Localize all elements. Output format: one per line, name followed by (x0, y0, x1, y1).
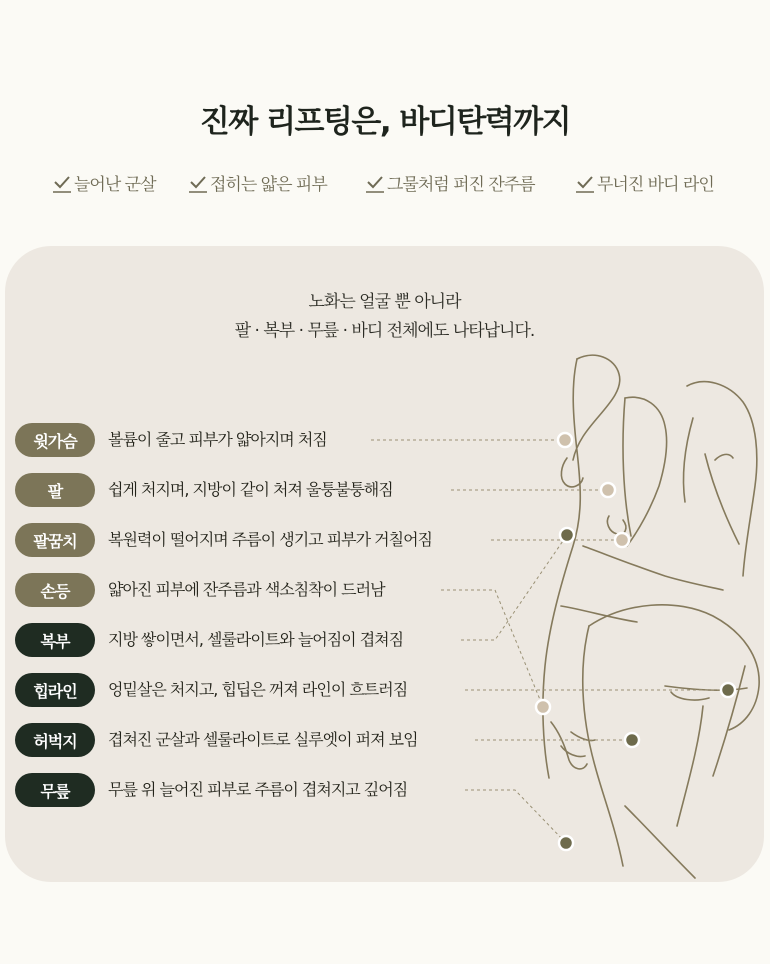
check-icon (189, 172, 207, 194)
body-area-description: 쉽게 처지며, 지방이 같이 처져 울퉁불퉁해짐 (108, 480, 393, 499)
check-item (53, 170, 156, 195)
check-item (189, 170, 327, 195)
body-area-badge: 복부 (15, 623, 95, 657)
body-area-badge: 팔꿈치 (15, 523, 95, 557)
lead-text (5, 288, 764, 346)
marker-hand (536, 700, 550, 714)
marker-elbow (615, 533, 629, 547)
body-area-description: 겹쳐진 군살과 셀룰라이트로 실루엣이 퍼져 보임 (108, 730, 418, 749)
body-area-description: 얇아진 피부에 잔주름과 색소침착이 드러남 (108, 580, 385, 599)
marker-arm (601, 483, 615, 497)
feature-check-list (0, 170, 770, 200)
lead-line: 팔 · 복부 · 무릎 · 바디 전체에도 나타납니다. (234, 321, 535, 341)
body-area-badge: 팔 (15, 473, 95, 507)
check-item (576, 170, 714, 195)
check-label: 늘어난 군살 (74, 175, 156, 195)
body-area-badge: 손등 (15, 573, 95, 607)
body-area-badge: 힙라인 (15, 673, 95, 707)
check-label: 접히는 얇은 피부 (210, 175, 327, 195)
body-area-badge: 윗가슴 (15, 423, 95, 457)
page-title: 진짜 리프팅은, 바디탄력까지 (199, 104, 571, 140)
check-item (366, 170, 535, 195)
check-icon (366, 172, 384, 194)
body-area-badge: 허벅지 (15, 723, 95, 757)
marker-thigh (625, 733, 639, 747)
check-label: 그물처럼 퍼진 잔주름 (387, 175, 535, 195)
body-area-description: 복원력이 떨어지며 주름이 생기고 피부가 거칠어짐 (108, 530, 433, 549)
marker-upper-chest (558, 433, 572, 447)
check-icon (53, 172, 71, 194)
check-label: 무너진 바디 라인 (597, 175, 714, 195)
body-area-badge: 무릎 (15, 773, 95, 807)
body-area-description: 무릎 위 늘어진 피부로 주름이 겹쳐지고 깊어짐 (108, 780, 408, 799)
marker-abdomen (560, 528, 574, 542)
body-area-description: 볼륨이 줄고 피부가 얇아지며 처짐 (108, 430, 327, 449)
body-area-description: 지방 쌓이면서, 셀룰라이트와 늘어짐이 겹쳐짐 (108, 630, 404, 649)
check-icon (576, 172, 594, 194)
body-area-description: 엉밑살은 처지고, 힙딥은 꺼져 라인이 흐트러짐 (108, 680, 408, 699)
marker-knee (559, 836, 573, 850)
lead-line: 노화는 얼굴 뿐 아니라 (308, 292, 461, 312)
body-aging-card (5, 246, 764, 882)
marker-hip (721, 683, 735, 697)
